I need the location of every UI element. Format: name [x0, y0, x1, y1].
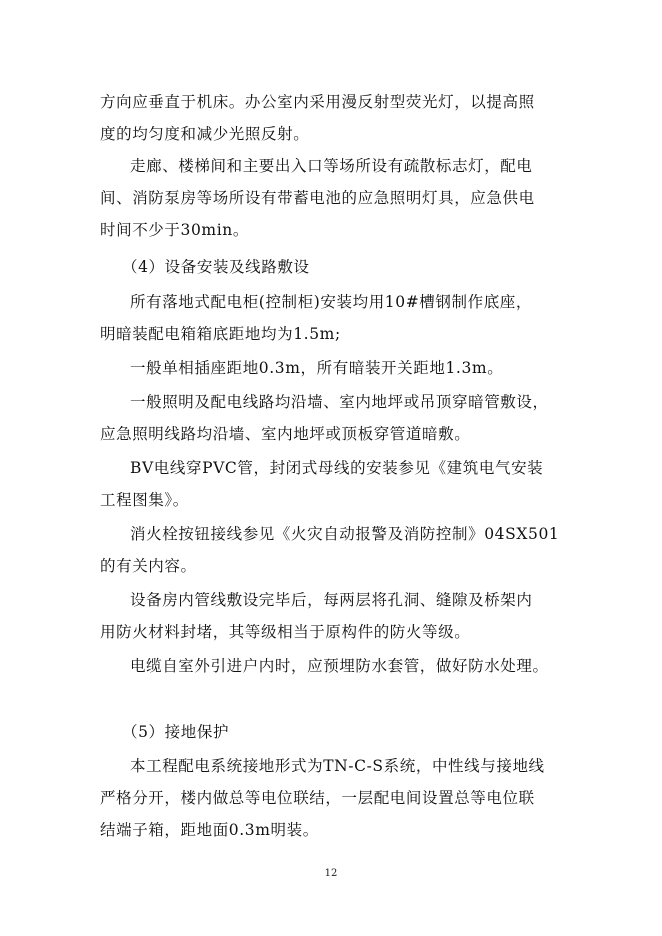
body-line: 应急照明线路均沿墙、室内地坪或顶板穿管道暗敷。: [100, 425, 471, 443]
body-line: 走廊、楼梯间和主要出入口等场所设有疏散标志灯，配电: [130, 157, 533, 175]
body-line: 电缆自室外引进户内时，应预埋防水套管，做好防水处理。: [130, 657, 549, 675]
body-line: 用防火材料封堵，其等级相当于原构件的防火等级。: [100, 623, 471, 641]
body-line: 消火栓按钮接线参见《火灾自动报警及消防控制》04SX501: [130, 525, 560, 543]
body-line: 本工程配电系统接地形式为TN-C-S系统，中性线与接地线: [130, 757, 545, 775]
body-line: 严格分开，楼内做总等电位联结，一层配电间设置总等电位联: [100, 789, 535, 807]
body-line: 所有落地式配电柜(控制柜)安装均用10#槽钢制作底座，: [130, 293, 533, 311]
body-line: 一般照明及配电线路均沿墙、室内地坪或吊顶穿暗管敷设，: [130, 393, 549, 411]
page-number: 12: [324, 868, 338, 879]
section-heading: （4）设备安装及线路敷设: [122, 258, 310, 276]
body-line: 设备房内管线敷设完毕后，每两层将孔洞、缝隙及桥架内: [130, 591, 533, 609]
body-line: 方向应垂直于机床。办公室内采用漫反射型荧光灯，以提高照: [100, 93, 535, 111]
body-line: 的有关内容。: [100, 557, 197, 575]
body-line: 明暗装配电箱箱底距地均为1.5m;: [100, 325, 341, 343]
body-line: 度的均匀度和减少光照反射。: [100, 125, 310, 143]
body-line: BV电线穿PVC管，封闭式母线的安装参见《建筑电气安装: [130, 459, 544, 477]
body-line: 工程图集》。: [100, 491, 189, 509]
body-line: 一般单相插座距地0.3m，所有暗装开关距地1.3m。: [130, 359, 504, 377]
section-heading: （5）接地保护: [122, 723, 230, 741]
body-line: 间、消防泵房等场所设有带蓄电池的应急照明灯具，应急供电: [100, 189, 535, 207]
body-line: 结端子箱，距地面0.3m明装。: [100, 821, 319, 839]
body-line: 时间不少于30min。: [100, 221, 249, 239]
